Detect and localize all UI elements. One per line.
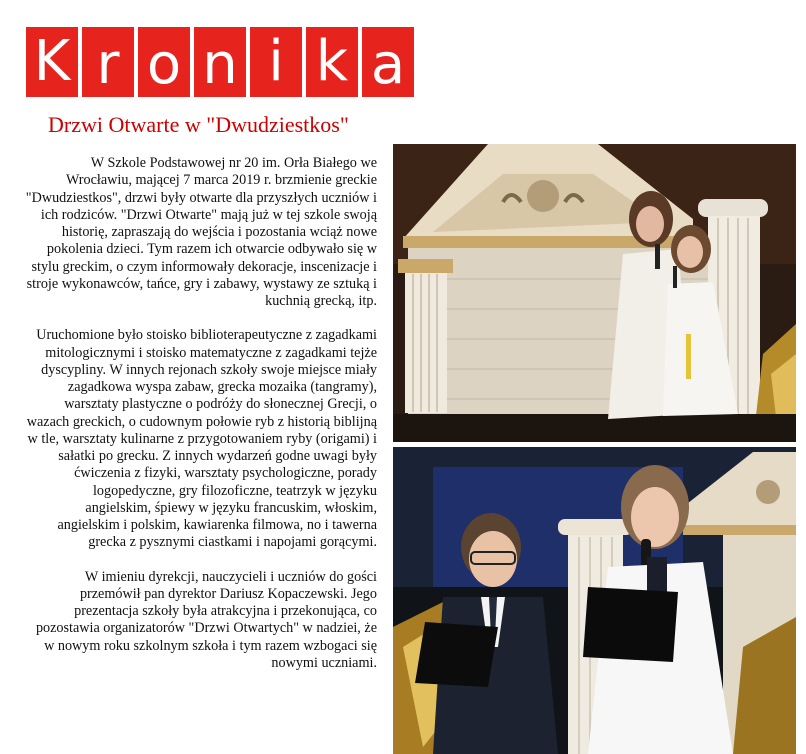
article-title: Drzwi Otwarte w "Dwudziestkos" (48, 112, 349, 137)
logo-letter-k: K (26, 27, 78, 97)
photo-greek-performers (393, 144, 796, 442)
logo-letter-i: i (250, 27, 302, 97)
photo-presenters (393, 447, 796, 754)
logo-letter-o: o (138, 27, 190, 97)
article-paragraph: W Szkole Podstawowej nr 20 im. Orła Białego we Wrocławiu, mającej 7 marca 2019 r. brzmienie greckie "Dwudziestkos", drzwi były otwarte dla przyszłych uczniów i ich rodziców. "Drzwi Otwarte" mają już w tej szkole swoją historię, zapraszają do wejścia i pozostania wciąż nowe pokolenia dzieci. Tym razem ich otwarcie odbywało się w stylu greckim, o czym informowały dekoracje, inscenizacje i stroje wykonawców, tańce, gry i zabawy, wystawy ze sztuką i kuchnią grecką, itp. (25, 155, 377, 309)
logo-letter-k2: k (306, 27, 358, 97)
logo-letter-a: a (362, 27, 414, 97)
article-paragraph: Uruchomione było stoisko biblioterapeutyczne z zagadkami mitologicznymi i stoisko matematyczne z zagadkami tejże dyscypliny. W innych rejonach szkoły swoje miejsce miały zagadkowa wyspa zabaw, grecka mozaika (tangramy), warsztaty plastyczne o podróży do słonecznej Grecji, o wazach greckich, o cudownym połowie ryb z historią biblijną w tle, warsztaty kulinarne z przygotowaniem ryby (origami) i sałatki po grecku. Z innych wydarzeń godne uwagi były ćwiczenia z fizyki, warsztaty psychologiczne, porady logopedyczne, gry filozoficzne, teatrzyk w języku angielskim, śpiewy w języku francuskim, włoskim, angielskim i polskim, kawiarenka filmowa, no i tawerna grecka z pysznymi ciastkami i napojami gorącymi. (26, 327, 377, 551)
logo-letter-n: n (194, 27, 246, 97)
kronika-logo (26, 27, 414, 97)
logo-letter-r: r (82, 27, 134, 97)
article-body (24, 155, 377, 689)
article-paragraph: W imieniu dyrekcji, nauczycieli i uczniów do gości przemówił pan dyrektor Dariusz Kopaczewski. Jego prezentacja szkoły była atrakcyjna i przekonująca, co pozostawia organizatorów "Drzwi Otwartych" w nadziei, że w nowym roku szkolnym szkoła i tym razem wzbogaci się nowymi uczniami. (35, 568, 377, 671)
